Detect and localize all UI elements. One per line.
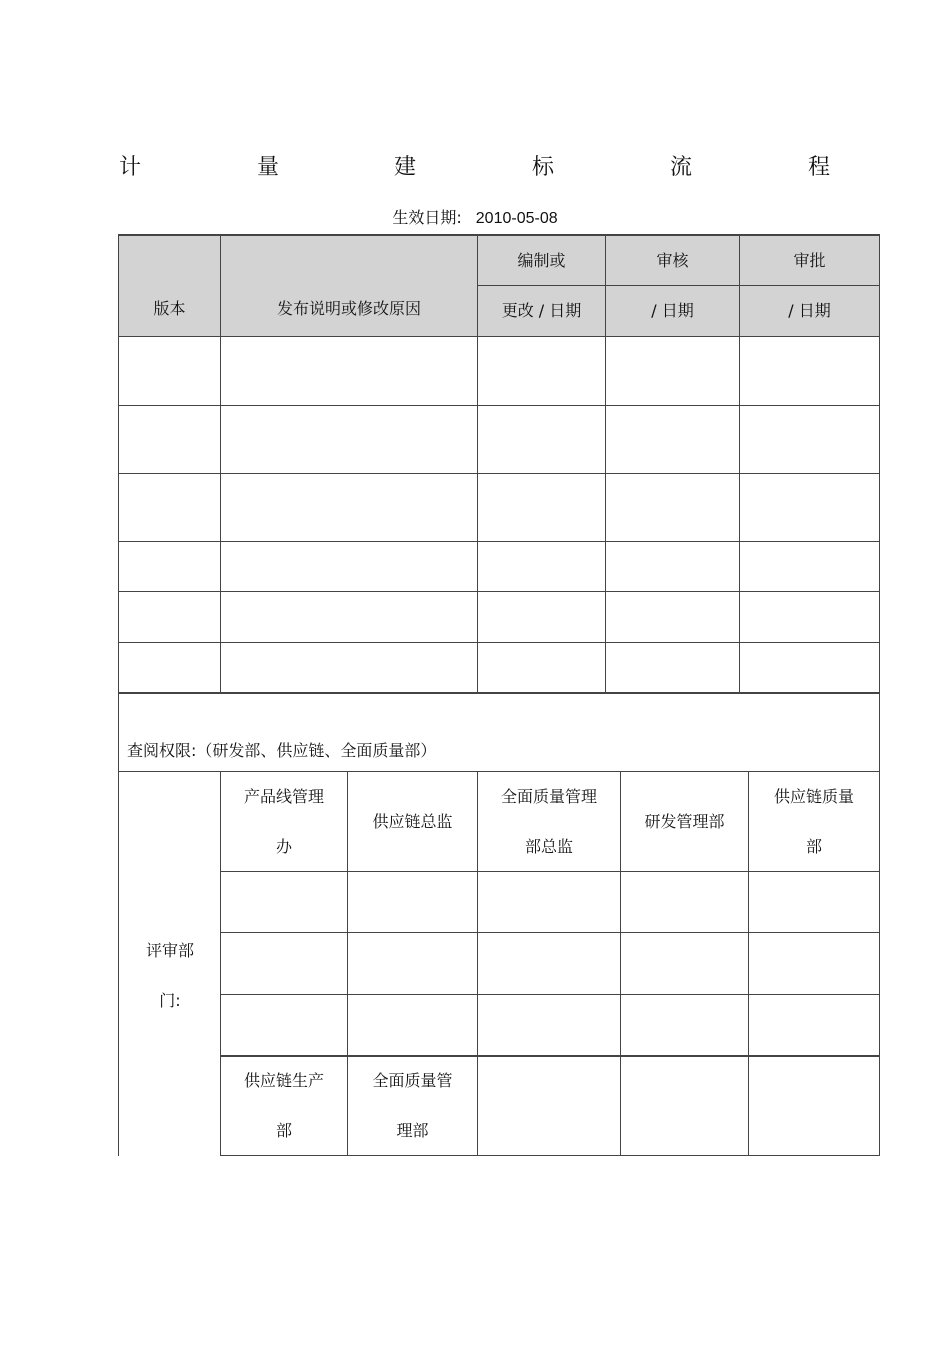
dept-signature-cell [748, 871, 880, 933]
dept-signature-cell [748, 994, 880, 1057]
header-compile-bottom [477, 285, 606, 337]
revision-cell [220, 336, 478, 406]
dept-signature-cell [620, 871, 749, 933]
dept-signature-cell [347, 994, 478, 1057]
revision-cell [118, 642, 221, 694]
revision-cell [605, 541, 740, 592]
access-text: 查阅权限:（研发部、供应链、全面质量部） [127, 741, 437, 760]
dept-supply-quality [748, 771, 880, 872]
dept-rd-management-label: 研发管理部 [644, 811, 725, 831]
revision-cell [477, 473, 606, 542]
revision-cell [220, 591, 478, 643]
dept-quality-director-l2: 部总监 [524, 836, 573, 856]
header-description [220, 234, 478, 337]
review-dept-label-line2: 门: [159, 991, 181, 1010]
dept-rd-management [620, 771, 749, 872]
header-review-date-label: / 日期 [651, 301, 694, 320]
title-char: 建 [394, 155, 417, 180]
revision-cell [220, 405, 478, 474]
dept-supply-chain-director-label: 供应链总监 [372, 811, 453, 831]
revision-cell [605, 473, 740, 542]
revision-cell [477, 336, 606, 406]
effective-date-label: 生效日期: [392, 208, 462, 227]
revision-cell [118, 541, 221, 592]
header-compile-label: 编制或 [517, 250, 566, 270]
effective-date-value: 2010-05-08 [475, 210, 558, 227]
header-review-label: 审核 [656, 250, 689, 270]
dept-quality-management [347, 1055, 478, 1156]
revision-cell [605, 642, 740, 694]
dept-signature-cell [477, 932, 621, 995]
dept-quality-management-l2: 理部 [396, 1120, 429, 1140]
header-review-bottom [605, 285, 740, 337]
revision-cell [477, 642, 606, 694]
revision-cell [605, 336, 740, 406]
access-row [118, 692, 880, 772]
revision-cell [739, 336, 880, 406]
dept-signature-cell [620, 932, 749, 995]
header-version [118, 234, 221, 337]
revision-cell [605, 591, 740, 643]
dept-product-line-l2: 办 [275, 836, 292, 856]
header-approve-label: 审批 [793, 250, 826, 270]
review-dept-label-line1: 评审部 [145, 941, 194, 960]
revision-cell [118, 405, 221, 474]
dept-supply-quality-l1: 供应链质量 [773, 786, 854, 806]
header-approve-date-label: / 日期 [788, 301, 831, 320]
dept-empty-cell [620, 1055, 749, 1156]
header-approve-bottom [739, 285, 880, 337]
dept-empty-cell [748, 1055, 880, 1156]
header-description-label: 发布说明或修改原因 [276, 299, 421, 318]
revision-cell [477, 591, 606, 643]
revision-cell [477, 541, 606, 592]
header-review-top [605, 234, 740, 286]
dept-product-line-l1: 产品线管理 [243, 786, 324, 806]
revision-cell [220, 473, 478, 542]
revision-cell [739, 541, 880, 592]
effective-date [0, 205, 950, 228]
dept-signature-cell [220, 932, 348, 995]
revision-cell [118, 591, 221, 643]
revision-cell [739, 642, 880, 694]
dept-signature-cell [477, 994, 621, 1057]
dept-supply-quality-l2: 部 [805, 836, 822, 856]
revision-cell [220, 541, 478, 592]
dept-signature-cell [748, 932, 880, 995]
dept-supply-production [220, 1055, 348, 1156]
dept-signature-cell [347, 871, 478, 933]
dept-signature-cell [620, 994, 749, 1057]
revision-cell [477, 405, 606, 474]
title-char: 流 [670, 155, 693, 180]
title-char: 标 [532, 155, 555, 180]
dept-signature-cell [347, 932, 478, 995]
revision-cell [739, 591, 880, 643]
title-char: 计 [119, 155, 142, 180]
dept-quality-director-l1: 全面质量管理 [500, 786, 597, 806]
revision-cell [605, 405, 740, 474]
dept-supply-production-l2: 部 [275, 1120, 292, 1140]
revision-cell [739, 473, 880, 542]
revision-cell [739, 405, 880, 474]
title-char: 程 [808, 155, 831, 180]
header-approve-top [739, 234, 880, 286]
revision-cell [220, 642, 478, 694]
dept-supply-production-l1: 供应链生产 [243, 1070, 324, 1090]
dept-quality-director [477, 771, 621, 872]
dept-signature-cell [477, 871, 621, 933]
dept-product-line [220, 771, 348, 872]
dept-signature-cell [220, 871, 348, 933]
dept-signature-cell [220, 994, 348, 1057]
header-compile-top [477, 234, 606, 286]
revision-cell [118, 473, 221, 542]
dept-empty-cell [477, 1055, 621, 1156]
title-char: 量 [257, 155, 280, 180]
dept-quality-management-l1: 全面质量管 [372, 1070, 453, 1090]
header-version-label: 版本 [153, 299, 186, 318]
dept-supply-chain-director [347, 771, 478, 872]
review-dept-label-cell [118, 771, 221, 1156]
header-compile-date-label: 更改 / 日期 [501, 301, 582, 320]
revision-cell [118, 336, 221, 406]
